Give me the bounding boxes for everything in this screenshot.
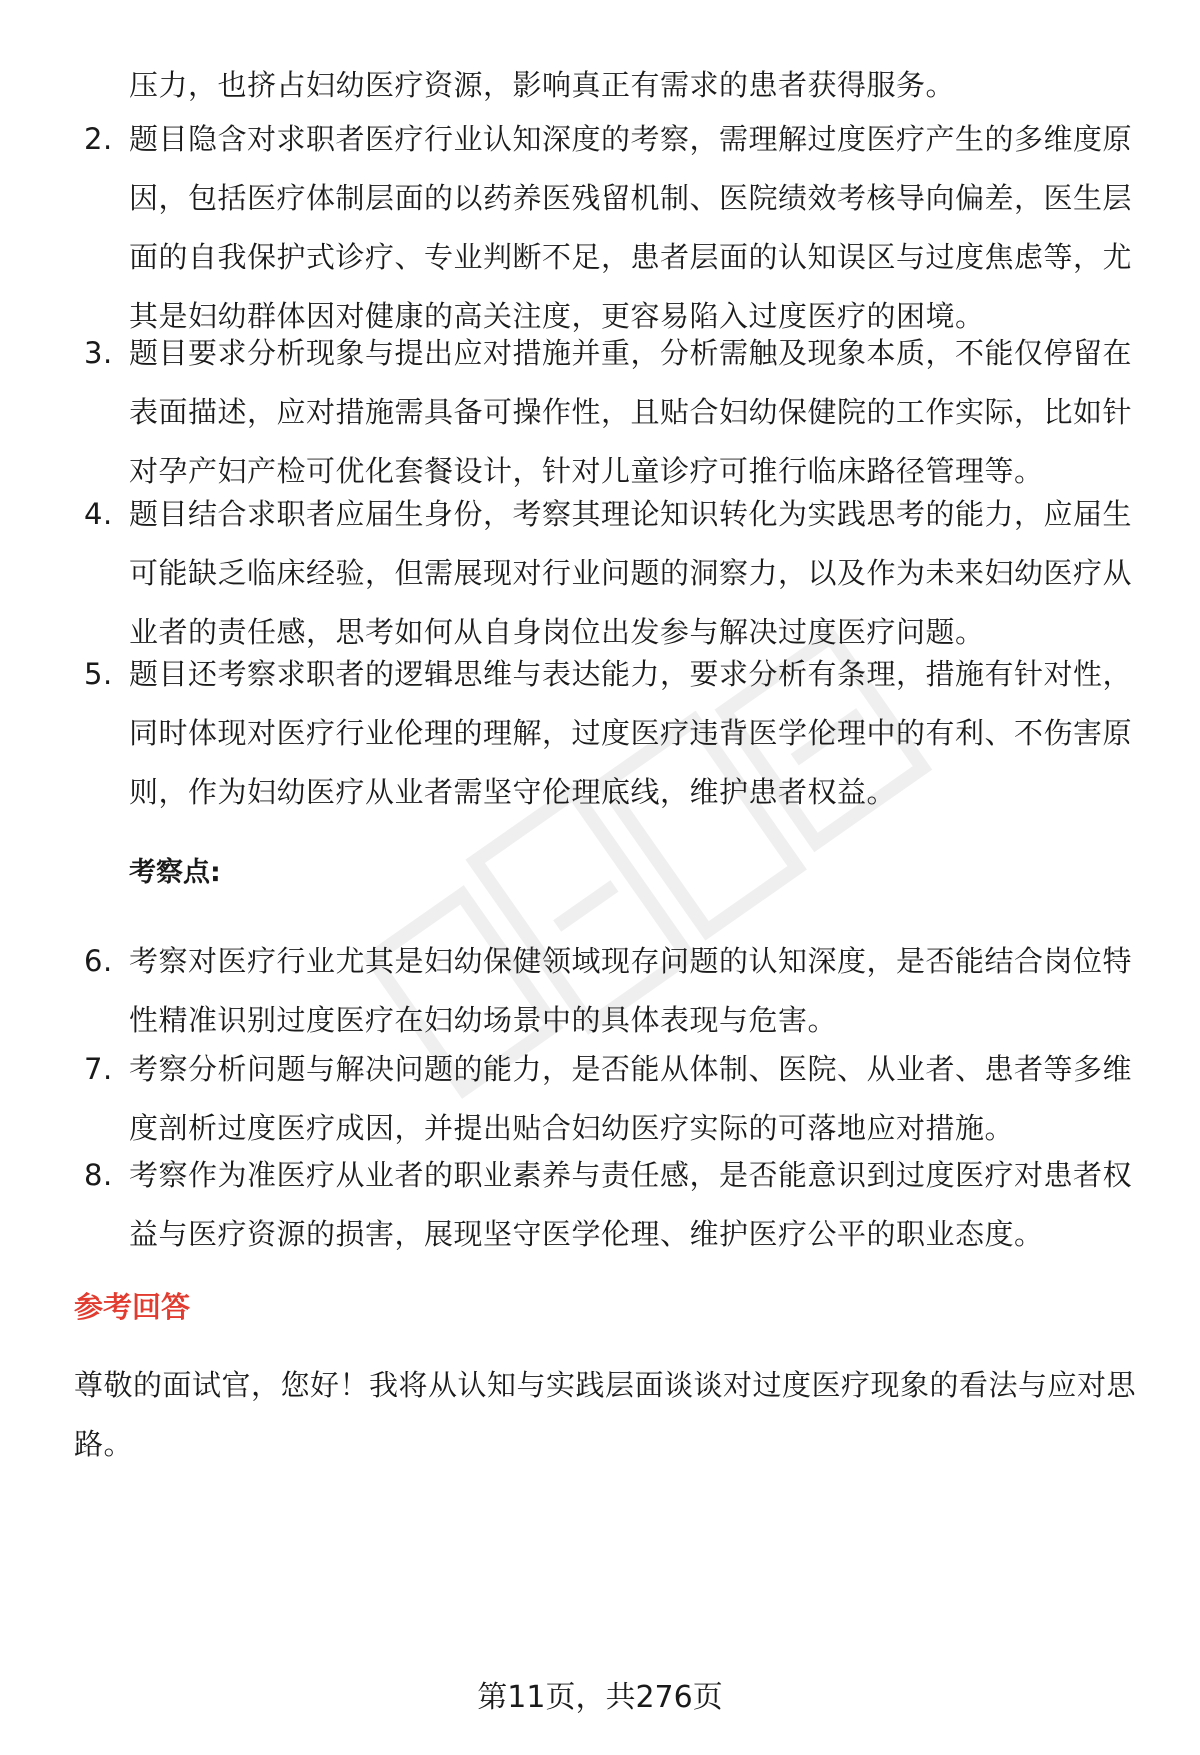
list-item-text: 题目要求分析现象与提出应对措施并重，分析需触及现象本质，不能仅停留在表面描述，应对措施需具备可操作性，且贴合妇幼保健院的工作实际，比如针对孕产妇产检可优化套餐设计，针对儿童诊疗可推行临床路径管理等。 (129, 336, 1133, 488)
list-item-number: 6. (84, 944, 113, 978)
list-item-number: 4. (84, 497, 113, 531)
list-item-number: 3. (84, 336, 113, 370)
list-item-text: 考察作为准医疗从业者的职业素养与责任感，是否能意识到过度医疗对患者权益与医疗资源的损害，展现坚守医学伦理、维护医疗公平的职业态度。 (129, 1158, 1133, 1251)
list-item-text: 考察分析问题与解决问题的能力，是否能从体制、医院、从业者、患者等多维度剖析过度医疗成因，并提出贴合妇幼医疗实际的可落地应对措施。 (129, 1052, 1133, 1145)
list-item (84, 932, 1144, 1050)
answer-paragraph: 尊敬的面试官，您好！我将从认知与实践层面谈谈对过度医疗现象的看法与应对思路。 (74, 1368, 1137, 1461)
list-item (84, 324, 1144, 501)
list-item-number: 2. (84, 122, 113, 156)
list-item (84, 1146, 1144, 1264)
list-item (84, 485, 1144, 662)
continuation-text: 压力，也挤占妇幼医疗资源，影响真正有需求的患者获得服务。 (129, 68, 956, 102)
list-item (84, 110, 1144, 346)
list-item (84, 1040, 1144, 1158)
list-item-text: 考察对医疗行业尤其是妇幼保健领域现存问题的认知深度，是否能结合岗位特性精准识别过度医疗在妇幼场景中的具体表现与危害。 (129, 944, 1133, 1037)
page-number-footer: 第11页，共276页 (477, 1680, 723, 1715)
section-subheading: 考察点: (129, 857, 221, 888)
list-item-number: 8. (84, 1158, 113, 1192)
list-item-text: 题目还考察求职者的逻辑思维与表达能力，要求分析有条理，措施有针对性，同时体现对医疗行业伦理的理解，过度医疗违背医学伦理中的有利、不伤害原则，作为妇幼医疗从业者需坚守伦理底线，维护患者权益。 (129, 657, 1133, 809)
reference-answer-heading: 参考回答 (74, 1290, 191, 1324)
list-item-number: 7. (84, 1052, 113, 1086)
list-item (84, 645, 1144, 822)
list-item-number: 5. (84, 657, 113, 691)
list-item-text: 题目隐含对求职者医疗行业认知深度的考察，需理解过度医疗产生的多维度原因，包括医疗体制层面的以药养医残留机制、医院绩效考核导向偏差，医生层面的自我保护式诊疗、专业判断不足，患者层面的认知误区与过度焦虑等，尤其是妇幼群体因对健康的高关注度，更容易陷入过度医疗的困境。 (129, 122, 1133, 333)
list-item-text: 题目结合求职者应届生身份，考察其理论知识转化为实践思考的能力，应届生可能缺乏临床经验，但需展现对行业问题的洞察力，以及作为未来妇幼医疗从业者的责任感，思考如何从自身岗位出发参与解决过度医疗问题。 (129, 497, 1133, 649)
